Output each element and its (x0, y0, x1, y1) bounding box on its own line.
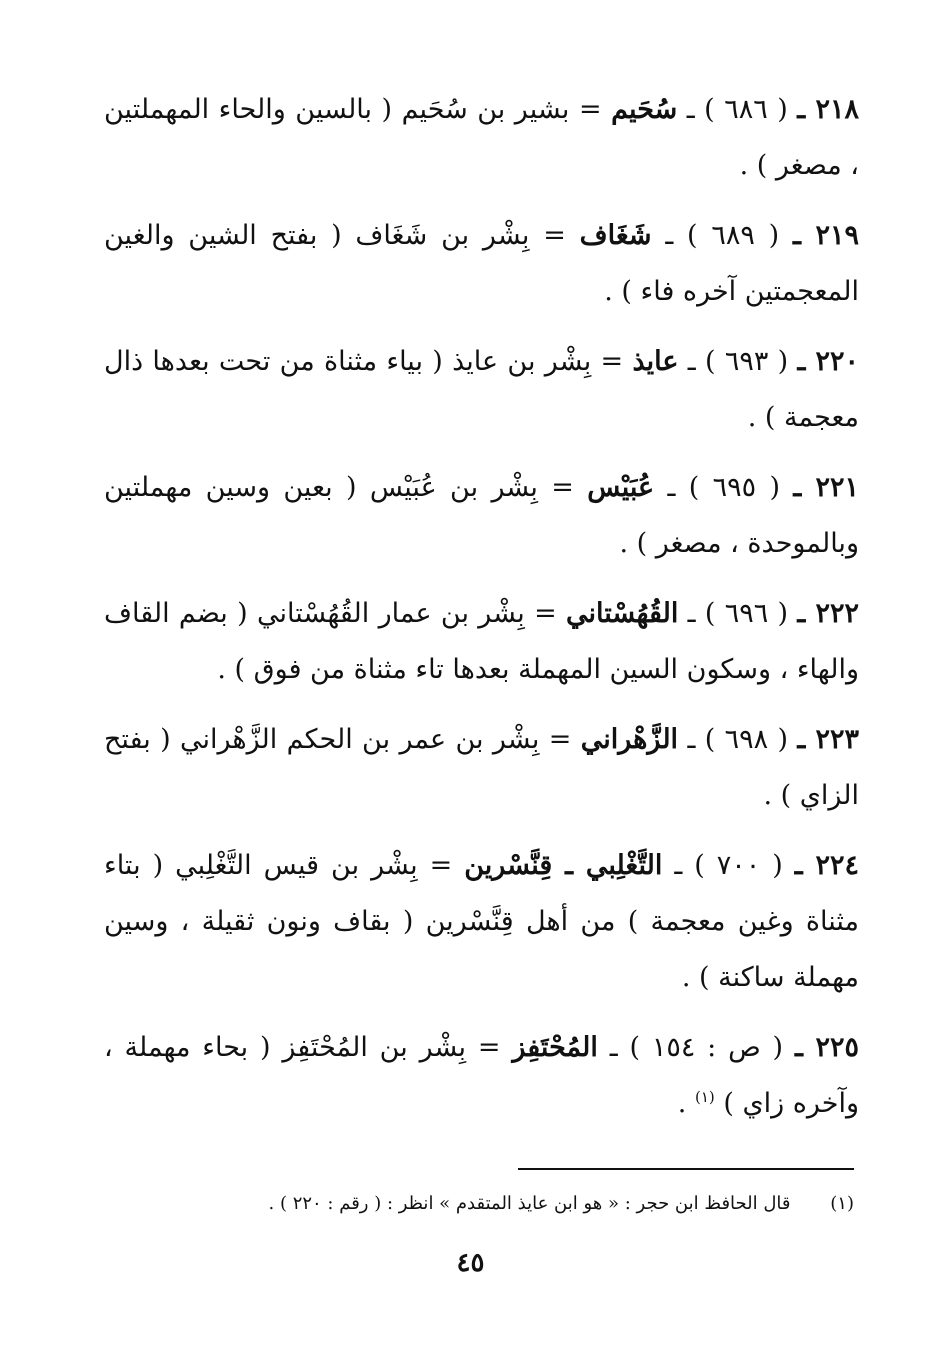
entry-221 (104, 460, 859, 572)
entry-222 (104, 586, 859, 698)
footnote (190, 1190, 854, 1218)
entry-body: = بِشْر بن عمار القُهُسْتاني ( بضم القاف والهاء ، وسكون السين المهملة بعدها تاء مثناة من فوق ) . (104, 598, 859, 685)
entry-body: = بشير بن سُحَيم ( بالسين والحاء المهملتين ، مصغر ) . (104, 94, 859, 181)
entry-number: ٢١٨ ـ (797, 94, 859, 125)
entry-tail: . (677, 1088, 687, 1119)
entry-reference: ( ٦٨٦ ) ـ (686, 94, 788, 125)
entry-headword: الزَّهْراني (580, 724, 679, 755)
entry-number: ٢٢٤ ـ (794, 850, 860, 881)
entry-218 (104, 82, 859, 194)
entry-headword: عُبَيْس (587, 472, 655, 503)
footnote-text: قال الحافظ ابن حجر : « هو ابن عايذ المتقدم » انظر : ( رقم : ٢٢٠ ) . (268, 1193, 791, 1214)
entry-body: = بِشْر بن عمر بن الحكم الزَّهْراني ( بفتح الزاي ) . (104, 724, 859, 811)
entry-220 (104, 334, 859, 446)
entry-body: = بِشْر بن عايذ ( بياء مثناة من تحت بعدها ذال معجمة ) . (104, 346, 859, 433)
entry-reference: ( ٦٩٣ ) ـ (687, 346, 789, 377)
entry-number: ٢٢٠ ـ (797, 346, 859, 377)
entry-body: = بِشْر بن المُحْتَفِز ( بحاء مهملة ، وآخره زاي ) (104, 1032, 859, 1119)
footnote-separator (518, 1168, 854, 1170)
entry-reference: ( ٦٩٦ ) ـ (687, 598, 789, 629)
page-number: ٤٥ (456, 1248, 485, 1278)
entry-body: = بِشْر بن قيس التَّغْلِبي ( بتاء مثناة وغين معجمة ) من أهل قِنَّسْرين ( بقاف ونون ثقيلة ، وسين مهملة ساكنة ) . (104, 850, 859, 993)
entry-number: ٢١٩ ـ (792, 220, 859, 251)
entry-headword: عايذ (632, 346, 679, 377)
entry-reference: ( ص : ١٥٤ ) ـ (609, 1032, 784, 1063)
entry-headword: المُحْتَفِز (512, 1032, 598, 1063)
entry-body: = بِشْر بن عُبَيْس ( بعين وسين مهملتين وبالموحدة ، مصغر ) . (104, 472, 859, 559)
entry-225 (104, 1020, 859, 1132)
entry-224 (104, 838, 859, 1006)
entry-number: ٢٢٢ ـ (797, 598, 859, 629)
entry-reference: ( ٦٩٥ ) ـ (667, 472, 781, 503)
entry-headword: سُحَيم (611, 94, 678, 125)
footnote-marker: (١) (830, 1193, 854, 1214)
entry-body: = بِشْر بن شَغَاف ( بفتح الشين والغين المعجمتين آخره فاء ) . (104, 220, 859, 307)
entry-219 (104, 208, 859, 320)
entry-number: ٢٢١ ـ (793, 472, 859, 503)
footnote-reference[interactable]: (١) (694, 1088, 715, 1106)
entry-headword: شَغَاف (579, 220, 652, 251)
entry-number: ٢٢٣ ـ (797, 724, 860, 755)
entries-list (104, 82, 859, 1146)
entry-reference: ( ٦٩٨ ) ـ (687, 724, 789, 755)
entry-headword: التَّغْلِبي ـ قِنَّسْرين (464, 850, 663, 881)
entry-reference: ( ٦٨٩ ) ـ (665, 220, 780, 251)
entry-number: ٢٢٥ ـ (794, 1032, 860, 1063)
entry-headword: القُهُسْتاني (566, 598, 679, 629)
entry-reference: ( ٧٠٠ ) ـ (674, 850, 783, 881)
entry-223 (104, 712, 859, 824)
